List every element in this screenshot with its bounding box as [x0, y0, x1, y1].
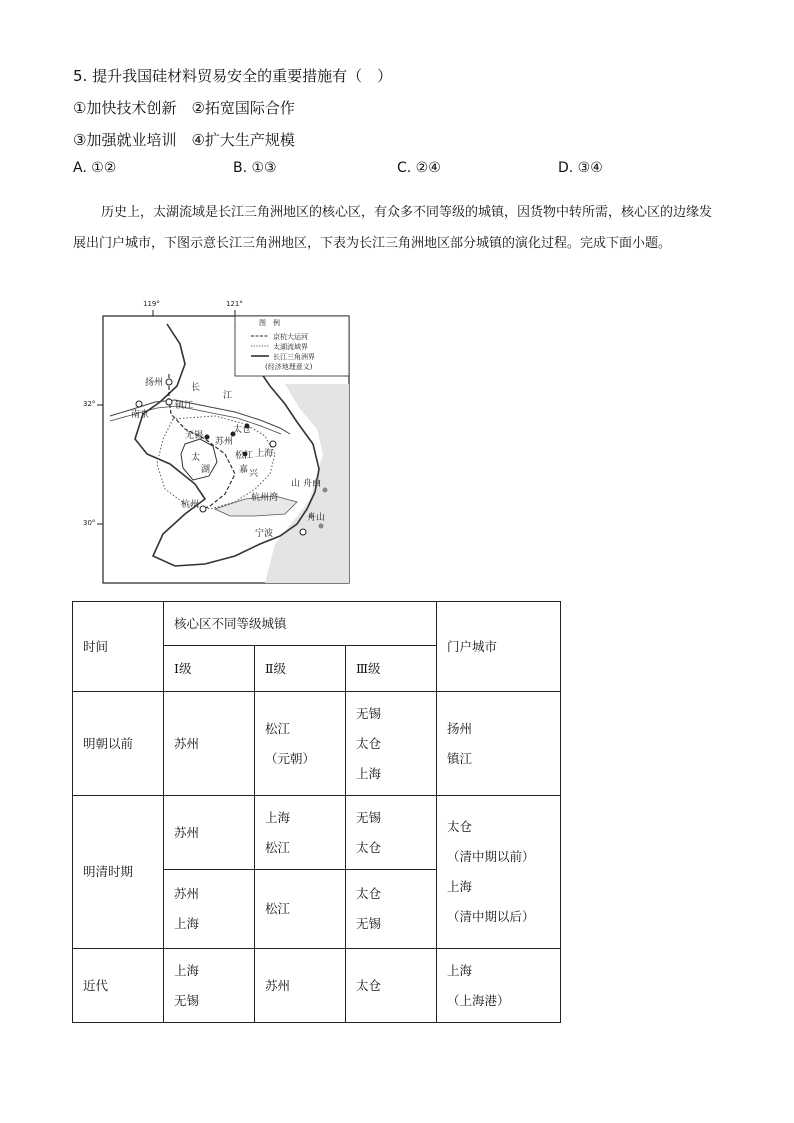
cell-text: 苏州 [174, 735, 200, 751]
place-jia: 嘉 [239, 465, 249, 475]
header-level-2: Ⅱ级 [255, 646, 346, 692]
header-gate: 门户城市 [437, 602, 561, 692]
lat-label-32: 32° [83, 400, 96, 408]
cell-text: （上海港） [447, 992, 510, 1008]
town-evolution-table [72, 601, 561, 1023]
cell-text: 上海 [174, 916, 200, 931]
table-row [73, 796, 561, 870]
cell-text: 镇江 [447, 750, 473, 766]
cell-text: 扬州 [447, 720, 473, 736]
legend-delta: 长江三角洲界 [273, 353, 315, 361]
cell-text: （清中期以前） [447, 849, 535, 864]
cell-text: 松江 [265, 839, 291, 855]
cell-text: 苏州 [174, 886, 200, 901]
yangtze-delta-map [83, 300, 355, 588]
cell-text: 太仓 [356, 886, 382, 901]
place-tai: 太 [191, 453, 201, 463]
cell-text: （清中期以后） [447, 909, 535, 924]
place-shan: 山 [291, 479, 301, 489]
place-jiang: 江 [223, 391, 233, 401]
place-zhoushan: 舟山 [307, 513, 326, 523]
place-wuxi: 无锡 [185, 431, 204, 441]
lat-label-30: 30° [83, 519, 96, 527]
place-hangzhou-bay: 杭州湾 [251, 493, 279, 503]
cell-text: 松江 [265, 720, 291, 736]
place-songjiang: 松江 [235, 451, 254, 461]
cell-text: 无锡 [356, 809, 382, 825]
place-zhoushan-upper: 舟山 [303, 479, 322, 489]
question-statements-1: ①加快技术创新 ②拓宽国际合作 [73, 99, 295, 117]
cell-text: 上海 [447, 962, 473, 978]
place-ningbo: 宁波 [255, 529, 274, 539]
cell-text: 松江 [265, 901, 291, 916]
cell-text: 上海 [447, 879, 473, 894]
place-yangzhou: 扬州 [145, 378, 164, 388]
cell-text: 无锡 [356, 916, 382, 931]
cell-text: 上海 [356, 765, 382, 781]
place-hangzhou: 杭州 [181, 500, 200, 510]
option-d: D. ③④ [558, 160, 603, 176]
option-a: A. ①② [73, 160, 117, 176]
lon-label-121: 121° [226, 300, 243, 308]
row4-time: 近代 [73, 949, 164, 1023]
place-hu: 湖 [201, 465, 211, 475]
place-chang: 长 [191, 383, 201, 393]
header-level-3: Ⅲ级 [346, 646, 437, 692]
place-nanjing: 南京 [131, 410, 150, 420]
passage: 历史上，太湖流域是长江三角洲地区的核心区，有众多不同等级的城镇，因货物中转所需，核心区的边缘发展出门户城市，下图示意长江三角洲地区，下表为长江三角洲地区部分城镇的演化过程。完成下面小题。 [73, 205, 713, 251]
table-row [73, 949, 561, 1023]
place-zhenjiang: 镇江 [175, 401, 194, 411]
header-time: 时间 [73, 602, 164, 692]
cell-text: 苏州 [265, 977, 291, 993]
option-b: B. ①③ [233, 160, 277, 176]
place-taicang: 太仓 [233, 425, 252, 435]
legend-taihu-basin: 太湖流域界 [273, 343, 308, 351]
row1-time: 明朝以前 [73, 692, 164, 796]
header-level-1: Ⅰ级 [164, 646, 255, 692]
cell-text: 太仓 [356, 977, 382, 993]
legend-canal: 京杭大运河 [273, 333, 308, 341]
cell-text: 太仓 [356, 735, 382, 751]
cell-text: 上海 [265, 809, 291, 825]
header-core: 核心区不同等级城镇 [164, 602, 437, 646]
table-row [73, 692, 561, 796]
place-suzhou: 苏州 [215, 437, 234, 447]
row2-time: 明清时期 [73, 796, 164, 949]
cell-text: 无锡 [356, 705, 382, 721]
lon-label-119: 119° [143, 300, 160, 308]
cell-text: 太仓 [447, 819, 473, 834]
place-xing: 兴 [249, 469, 259, 479]
legend-delta-note: (经济地理意义) [265, 363, 313, 371]
option-c: C. ②④ [397, 160, 441, 176]
cell-text: 苏州 [174, 824, 200, 840]
place-shanghai: 上海 [255, 449, 274, 459]
legend-title: 图 例 [259, 319, 280, 327]
cell-text: 太仓 [356, 839, 382, 855]
question-stem: 5. 提升我国硅材料贸易安全的重要措施有（ ） [73, 67, 393, 85]
question-statements-2: ③加强就业培训 ④扩大生产规模 [73, 131, 295, 149]
cell-text: 上海 [174, 962, 200, 978]
cell-text: （元朝） [265, 750, 316, 766]
cell-text: 无锡 [174, 992, 200, 1008]
